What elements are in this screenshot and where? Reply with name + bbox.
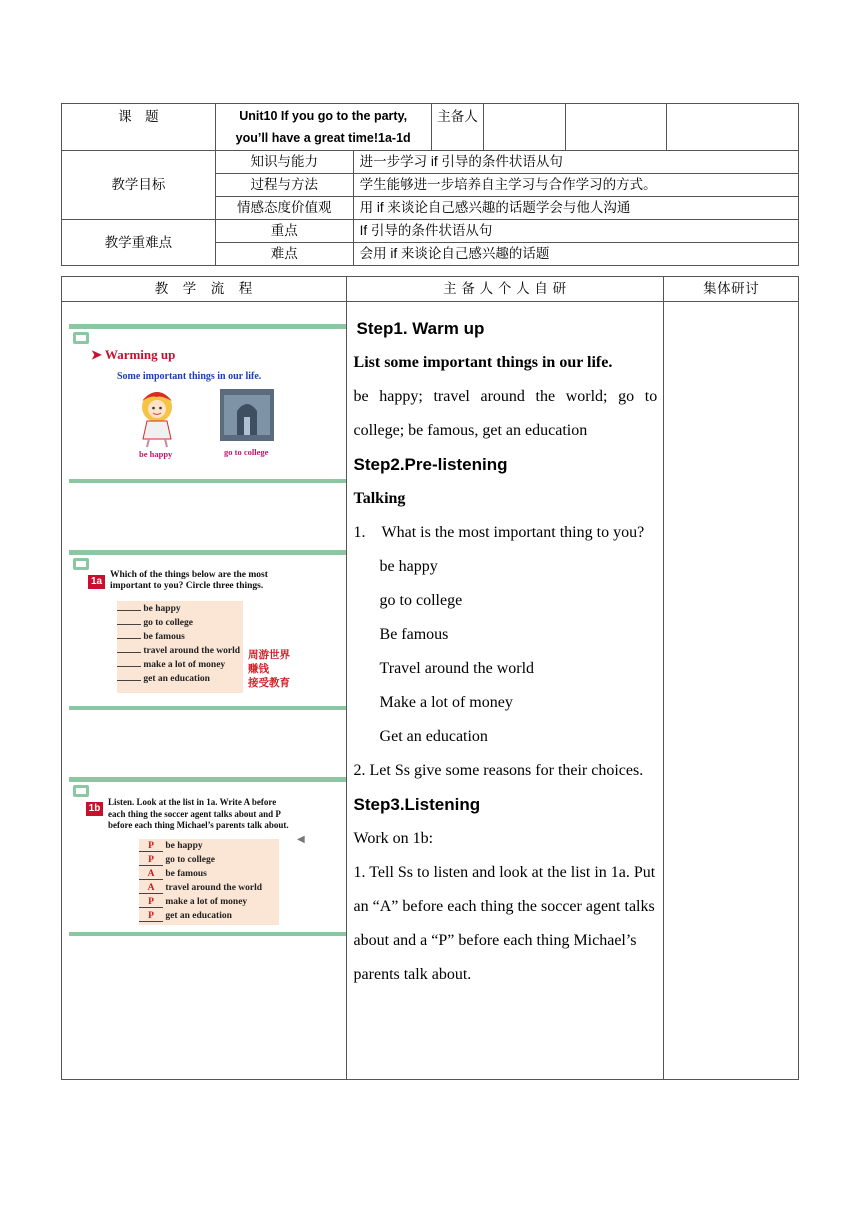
list-item: A be famous: [139, 869, 207, 880]
list-item: be happy: [117, 604, 181, 614]
difficulty-category: 重点: [215, 220, 353, 243]
college-image: [220, 389, 274, 441]
teaching-flow-table: [61, 276, 799, 1080]
slide-title-text: Warming up: [104, 347, 176, 362]
lesson-info-table: [61, 103, 799, 266]
topic-line1: Unit10 If you go to the party,: [239, 109, 408, 123]
badge-1a: 1a: [88, 575, 105, 589]
topic-value: [215, 104, 431, 151]
option-item: Get an education: [379, 728, 488, 745]
note-zh: 赚钱: [248, 663, 269, 675]
step3-heading: Step3.Listening: [353, 795, 481, 814]
preparer-cell-3: [667, 104, 799, 151]
topic-label: 课 题: [62, 104, 216, 151]
instr-line3: before each thing Michael’s parents talk about.: [108, 820, 289, 830]
badge-1b: 1b: [86, 802, 103, 816]
option-item: be happy: [379, 558, 438, 575]
list-item: P make a lot of money: [139, 897, 247, 908]
option-item: go to college: [379, 592, 463, 609]
option-item: Be famous: [379, 626, 449, 643]
option-item: Make a lot of money: [379, 694, 513, 711]
list-item: go to college: [117, 618, 193, 628]
group-discussion-column: [664, 302, 799, 1080]
list-item: P go to college: [139, 855, 215, 866]
options-box: [117, 601, 243, 693]
step3-text: Work on 1b:: [353, 830, 434, 847]
caption-go-to-college: go to college: [224, 447, 269, 457]
goal-content: 用 if 来谈论自己感兴趣的话题学会与他人沟通: [353, 197, 798, 220]
answers-box: [139, 839, 279, 925]
preparer-cell-1: [484, 104, 566, 151]
step1-text: be happy; travel around the world; go to college; be famous, get an education: [353, 388, 658, 439]
caption-be-happy: be happy: [139, 449, 173, 459]
self-study-column: [346, 302, 664, 1080]
list-item: travel around the world: [117, 646, 240, 656]
goal-category: 知识与能力: [215, 151, 353, 174]
list-item: get an education: [117, 674, 210, 684]
speaker-icon[interactable]: ◀: [297, 834, 305, 845]
list-item: P be happy: [139, 841, 203, 852]
instr-line1: Listen. Look at the list in 1a. Write A before: [108, 797, 277, 807]
goal-category: 过程与方法: [215, 174, 353, 197]
goal-content: 进一步学习 if 引导的条件状语从句: [353, 151, 798, 174]
option-item: Travel around the world: [379, 660, 535, 677]
question-line2: important to you? Circle three things.: [110, 581, 264, 591]
slide-1b: [69, 777, 346, 936]
question-1: 1. What is the most important thing to you?: [353, 524, 645, 541]
slide-deco-icon: [73, 332, 89, 344]
goal-content: 学生能够进一步培养自主学习与合作学习的方式。: [353, 174, 798, 197]
note-zh: 接受教育: [248, 677, 290, 689]
preparer-label: 主备人: [431, 104, 484, 151]
goal-label: 教学目标: [62, 151, 216, 220]
difficulty-category: 难点: [215, 243, 353, 266]
instr-line2: each thing the soccer agent talks about and P: [108, 808, 281, 819]
list-item: P get an education: [139, 911, 232, 922]
goal-category: 情感态度价值观: [215, 197, 353, 220]
difficulty-content: 会用 if 来谈论自己感兴趣的话题: [353, 243, 798, 266]
slide-deco-icon: [73, 785, 89, 797]
slide-title: [91, 347, 175, 363]
slide-question: [110, 570, 268, 592]
arrow-icon: ➤: [91, 347, 102, 362]
slides-column: [62, 302, 347, 1080]
group-discussion-header: 集体研讨: [664, 277, 799, 302]
difficulty-label: 教学重难点: [62, 220, 216, 266]
list-item: be famous: [117, 632, 185, 642]
note-zh: 周游世界: [248, 649, 290, 661]
flow-header: 教 学 流 程: [62, 277, 347, 302]
question-2: 2. Let Ss give some reasons for their choices.: [353, 762, 644, 779]
list-item: make a lot of money: [117, 660, 225, 670]
slide-deco-icon: [73, 558, 89, 570]
step2-bold: Talking: [353, 490, 406, 507]
question-line1: Which of the things below are the most: [110, 570, 268, 580]
happy-girl-image: [131, 387, 183, 449]
slide-warming-up: [69, 324, 346, 483]
slide-1a: [69, 550, 346, 710]
slide-instructions: [108, 797, 289, 832]
step2-heading: Step2.Pre-listening: [353, 455, 508, 474]
step1-heading: Step1. Warm up: [356, 319, 485, 338]
step3-detail: 1. Tell Ss to listen and look at the list in 1a. Put an “A” before each thing the soccer agent talks about and a “P” before each thing Michael’s parents talk about.: [353, 864, 656, 983]
difficulty-content: If 引导的条件状语从句: [353, 220, 798, 243]
preparer-cell-2: [566, 104, 667, 151]
step1-bold: List some important things in our life.: [353, 354, 613, 371]
list-item: A travel around the world: [139, 883, 262, 894]
topic-line2: you’ll have a great time!1a-1d: [235, 131, 411, 145]
slide-subtitle: Some important things in our life.: [117, 371, 262, 382]
self-study-header: 主 备 人 个 人 自 研: [346, 277, 664, 302]
